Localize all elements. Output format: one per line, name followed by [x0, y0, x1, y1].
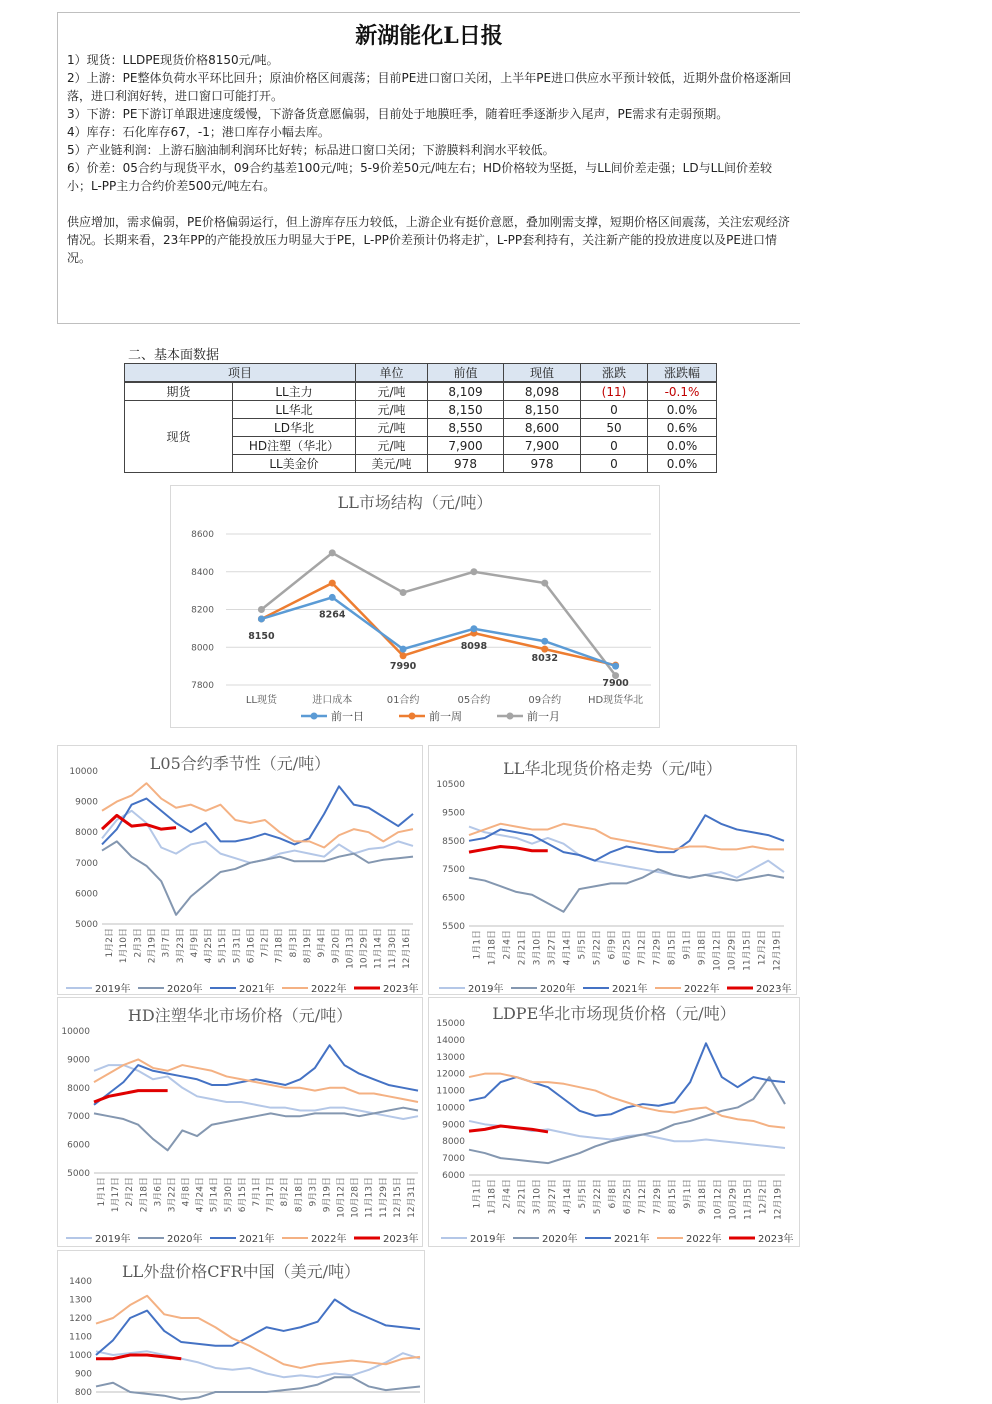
- x-tick-label: 1月17日: [111, 1177, 122, 1213]
- legend-label: 前一月: [527, 710, 560, 723]
- y-tick-label: 8400: [191, 567, 214, 578]
- x-tick-label: 01合约: [386, 695, 420, 706]
- x-tick-label: 9月1日: [683, 1179, 694, 1209]
- chart-ll-north-spot: [428, 745, 797, 995]
- y-tick-label: 7000: [442, 1154, 465, 1165]
- x-tick-label: 进口成本: [312, 695, 353, 706]
- curr-cell: 7,900: [504, 437, 581, 455]
- series-line: [469, 869, 784, 912]
- x-tick-label: HD现货华北: [587, 695, 644, 706]
- legend-label: 2023年: [758, 1234, 794, 1245]
- x-tick-label: 4月14日: [562, 1179, 573, 1215]
- x-tick-label: 10月12日: [713, 1179, 724, 1220]
- x-tick-label: 5月15日: [218, 928, 229, 964]
- x-tick-label: 7月29日: [653, 1179, 664, 1215]
- prev-cell: 978: [428, 455, 504, 473]
- section-title: 二、基本面数据: [128, 348, 220, 363]
- legend-label: 2023年: [383, 1234, 419, 1245]
- col-header-unit: 单位: [356, 364, 428, 383]
- x-tick-label: 2月19日: [147, 928, 158, 964]
- report-line-4: 4）库存：石化库存67，-1；港口库存小幅去库。: [67, 125, 330, 139]
- x-tick-label: 1月10日: [119, 928, 130, 964]
- change-cell: 50: [581, 419, 648, 437]
- x-tick-label: 11月13日: [364, 1177, 375, 1218]
- col-header-curr: 现值: [504, 364, 581, 383]
- x-tick-label: 2月4日: [502, 930, 513, 960]
- report-title: 新湖能化L日报: [355, 23, 503, 49]
- x-tick-label: 5月5日: [577, 1179, 588, 1209]
- pct-cell: 0.0%: [648, 401, 717, 419]
- x-tick-label: 6月8日: [607, 1179, 618, 1209]
- legend-label: 2021年: [614, 1234, 650, 1245]
- data-point: [470, 625, 477, 632]
- col-header-change: 涨跌: [581, 364, 648, 383]
- curr-cell: 8,600: [504, 419, 581, 437]
- x-tick-label: 09合约: [528, 695, 562, 706]
- legend-label: 2022年: [311, 984, 347, 994]
- data-point: [541, 580, 548, 587]
- x-tick-label: 10月29日: [727, 930, 738, 971]
- x-tick-label: 3月10日: [532, 1179, 543, 1215]
- x-tick-label: 8月2日: [280, 1177, 291, 1207]
- item-cell: LL华北: [233, 401, 356, 419]
- x-tick-label: 3月22日: [167, 1177, 178, 1213]
- change-cell: (11): [581, 382, 648, 401]
- item-cell: LL美金价: [233, 455, 356, 473]
- y-tick-label: 6000: [67, 1140, 90, 1151]
- x-tick-label: 05合约: [457, 695, 491, 706]
- y-tick-label: 5000: [67, 1169, 90, 1179]
- chart-l05-seasonality: [57, 745, 423, 995]
- x-tick-label: 10月12日: [712, 930, 723, 971]
- data-point: [400, 589, 407, 596]
- series-line: [96, 1377, 420, 1399]
- x-tick-label: 1月2日: [105, 928, 116, 958]
- x-tick-label: 6月16日: [246, 928, 257, 964]
- y-tick-label: 8000: [191, 643, 214, 654]
- chart-hd-injection: [57, 997, 423, 1247]
- category-cell: 期货: [125, 382, 233, 401]
- legend-label: 2020年: [542, 1234, 578, 1245]
- x-tick-label: 12月31日: [406, 1177, 417, 1218]
- x-tick-label: 7月12日: [638, 1179, 649, 1215]
- legend-label: 前一周: [429, 710, 462, 723]
- unit-cell: 元/吨: [356, 382, 428, 401]
- x-tick-label: 4月8日: [181, 1177, 192, 1207]
- y-tick-label: 6000: [442, 1171, 465, 1181]
- data-point: [541, 638, 548, 645]
- data-label: 8264: [319, 609, 346, 621]
- x-tick-label: 7月17日: [266, 1177, 277, 1213]
- x-tick-label: 2月21日: [517, 930, 528, 966]
- x-tick-label: 5月14日: [209, 1177, 220, 1213]
- x-tick-label: 7月18日: [274, 928, 285, 964]
- x-tick-label: 5月22日: [592, 930, 603, 966]
- table-header-row: [125, 364, 717, 383]
- x-tick-label: 2月2日: [125, 1177, 136, 1207]
- data-point: [258, 606, 265, 613]
- x-tick-label: 9月4日: [317, 928, 328, 958]
- chart-svg: [58, 746, 422, 994]
- y-tick-label: 7000: [75, 858, 98, 869]
- legend-label: 2019年: [470, 1234, 506, 1245]
- x-tick-label: 8月15日: [668, 1179, 679, 1215]
- y-tick-label: 1200: [69, 1314, 92, 1324]
- item-cell: HD注塑（华北）: [233, 437, 356, 455]
- x-tick-label: 10月29日: [359, 928, 370, 969]
- change-cell: 0: [581, 455, 648, 473]
- x-tick-label: 9月1日: [682, 930, 693, 960]
- x-tick-label: 8月18日: [294, 1177, 305, 1213]
- y-tick-label: 1100: [69, 1332, 92, 1343]
- x-tick-label: 4月14日: [562, 930, 573, 966]
- x-tick-label: 2月18日: [139, 1177, 150, 1213]
- y-tick-label: 12000: [436, 1069, 465, 1080]
- data-label: 7990: [389, 661, 417, 673]
- table-row: [125, 401, 717, 419]
- pct-cell: 0.6%: [648, 419, 717, 437]
- x-tick-label: LL现货: [245, 695, 277, 706]
- data-point: [541, 646, 548, 653]
- x-tick-label: 7月29日: [652, 930, 663, 966]
- legend-marker: [507, 713, 514, 720]
- chart-svg: [429, 746, 796, 994]
- chart-svg: [58, 998, 422, 1246]
- y-tick-label: 14000: [436, 1035, 465, 1046]
- chart-title: LL外盘价格CFR中国（美元/吨）: [121, 1262, 361, 1281]
- data-label: 8098: [460, 640, 488, 652]
- y-tick-label: 15000: [436, 1019, 465, 1029]
- data-point: [329, 580, 336, 587]
- x-tick-label: 11月15日: [742, 930, 753, 971]
- y-tick-label: 8500: [442, 836, 465, 847]
- x-tick-label: 10月28日: [350, 1177, 361, 1218]
- legend-label: 2020年: [540, 984, 576, 994]
- report-box: [57, 12, 800, 324]
- y-tick-label: 7500: [442, 865, 465, 876]
- x-tick-label: 3月10日: [532, 930, 543, 966]
- data-point: [612, 663, 619, 670]
- x-tick-label: 9月18日: [698, 1179, 709, 1215]
- legend-label: 2022年: [311, 1234, 347, 1245]
- x-tick-label: 10月29日: [728, 1179, 739, 1220]
- y-tick-label: 10000: [69, 767, 98, 777]
- chart-title: HD注塑华北市场价格（元/吨）: [127, 1006, 353, 1025]
- y-tick-label: 9000: [442, 1120, 465, 1131]
- data-point: [258, 615, 265, 622]
- unit-cell: 元/吨: [356, 401, 428, 419]
- x-tick-label: 4月25日: [204, 928, 215, 964]
- pct-cell: 0.0%: [648, 437, 717, 455]
- x-tick-label: 2月3日: [133, 928, 144, 958]
- unit-cell: 美元/吨: [356, 455, 428, 473]
- legend-marker: [409, 713, 416, 720]
- data-label: 7900: [602, 678, 629, 690]
- data-point: [329, 594, 336, 601]
- x-tick-label: 6月25日: [622, 930, 633, 966]
- y-tick-label: 10000: [61, 1027, 90, 1037]
- chart-title: LDPE华北市场现货价格（元/吨）: [492, 1004, 736, 1023]
- x-tick-label: 9月3日: [308, 1177, 319, 1207]
- x-tick-label: 3月27日: [547, 930, 558, 966]
- x-tick-label: 9月18日: [697, 930, 708, 966]
- fundamentals-table: [124, 363, 717, 473]
- legend-marker: [311, 713, 318, 720]
- chart-market-structure: [170, 485, 660, 728]
- x-tick-label: 12月16日: [401, 928, 412, 969]
- x-tick-label: 5月22日: [592, 1179, 603, 1215]
- data-label: 8032: [531, 653, 558, 665]
- pct-cell: -0.1%: [648, 382, 717, 401]
- x-tick-label: 8月19日: [302, 928, 313, 964]
- series-line: [261, 583, 615, 665]
- report-line-1: 1）现货：LLDPE现货价格8150元/吨。: [67, 53, 279, 67]
- series-line: [94, 1091, 168, 1102]
- y-tick-label: 13000: [436, 1052, 465, 1063]
- item-cell: LL主力: [233, 382, 356, 401]
- y-tick-label: 9000: [67, 1055, 90, 1066]
- x-tick-label: 7月12日: [637, 930, 648, 966]
- x-tick-label: 11月29日: [378, 1177, 389, 1218]
- y-tick-label: 1400: [69, 1277, 92, 1287]
- series-line: [96, 1300, 420, 1356]
- legend-label: 2021年: [239, 1234, 275, 1245]
- y-tick-label: 5500: [442, 922, 465, 932]
- chart-title: LL市场结构（元/吨）: [337, 493, 493, 512]
- data-point: [400, 646, 407, 653]
- x-tick-label: 3月7日: [161, 928, 172, 958]
- legend-label: 2019年: [95, 1234, 131, 1245]
- x-tick-label: 12月19日: [773, 1179, 784, 1220]
- x-tick-label: 3月23日: [175, 928, 186, 964]
- chart-svg: [171, 486, 659, 727]
- col-header-pct: 涨跌幅: [648, 364, 717, 383]
- x-tick-label: 1月18日: [487, 1179, 498, 1215]
- x-tick-label: 4月9日: [189, 928, 200, 958]
- y-tick-label: 10500: [436, 780, 465, 790]
- category-cell: 现货: [125, 401, 233, 473]
- report-line-6: 6）价差：05合约与现货平水，09合约基差100元/吨；5-9价差50元/吨左右；HD价格较为坚挺，与LL间价差走强；LD与LL间价差较小；L-PP主力合约价差500元/吨左右。: [67, 161, 772, 193]
- series-line: [94, 1108, 418, 1151]
- legend-label: 2023年: [756, 984, 792, 994]
- report-line-2: 2）上游：PE整体负荷水平环比回升；原油价格区间震荡；目前PE进口窗口关闭，上半年PE进口供应水平预计较低，近期外盘价格逐渐回落，进口利润好转，进口窗口可能打开。: [67, 71, 792, 103]
- series-line: [94, 1045, 418, 1105]
- y-tick-label: 9000: [75, 797, 98, 808]
- x-tick-label: 6月9日: [607, 930, 618, 960]
- x-tick-label: 9月19日: [322, 1177, 333, 1213]
- y-tick-label: 7800: [191, 681, 214, 691]
- y-tick-label: 8600: [191, 530, 214, 540]
- x-tick-label: 1月1日: [97, 1177, 108, 1207]
- x-tick-label: 11月30日: [387, 928, 398, 969]
- prev-cell: 8,550: [428, 419, 504, 437]
- x-tick-label: 5月5日: [577, 930, 588, 960]
- x-tick-label: 9月20日: [331, 928, 342, 964]
- curr-cell: 978: [504, 455, 581, 473]
- y-tick-label: 8000: [75, 828, 98, 839]
- chart-title: LL华北现货价格走势（元/吨）: [503, 759, 722, 778]
- x-tick-label: 6月15日: [237, 1177, 248, 1213]
- series-line: [469, 1074, 785, 1128]
- change-cell: 0: [581, 437, 648, 455]
- legend-label: 2019年: [95, 984, 131, 994]
- chart-ll-cfr-china: [57, 1250, 425, 1403]
- item-cell: LD华北: [233, 419, 356, 437]
- x-tick-label: 6月25日: [623, 1179, 633, 1215]
- x-tick-label: 5月30日: [223, 1177, 234, 1213]
- y-tick-label: 7000: [67, 1112, 90, 1123]
- legend-label: 2022年: [684, 984, 720, 994]
- unit-cell: 元/吨: [356, 419, 428, 437]
- y-tick-label: 8000: [442, 1137, 465, 1148]
- data-label: 8150: [248, 630, 275, 642]
- x-tick-label: 3月27日: [547, 1179, 558, 1215]
- series-line: [469, 846, 548, 852]
- x-tick-label: 4月24日: [195, 1177, 206, 1213]
- unit-cell: 元/吨: [356, 437, 428, 455]
- x-tick-label: 11月15日: [743, 1179, 754, 1220]
- series-line: [102, 786, 413, 844]
- x-tick-label: 10月13日: [345, 928, 356, 969]
- chart-svg: [58, 1251, 424, 1404]
- legend-label: 2022年: [686, 1234, 722, 1245]
- legend-label: 2021年: [612, 984, 648, 994]
- x-tick-label: 12月15日: [392, 1177, 403, 1218]
- x-tick-label: 7月2日: [260, 928, 271, 958]
- y-tick-label: 6500: [442, 893, 465, 904]
- x-tick-label: 1月18日: [487, 930, 498, 966]
- chart-title: L05合约季节性（元/吨）: [149, 754, 331, 773]
- x-tick-label: 5月31日: [232, 928, 243, 964]
- y-tick-label: 800: [74, 1388, 92, 1398]
- series-line: [469, 1126, 548, 1132]
- series-line: [102, 841, 413, 914]
- report-line-5: 5）产业链利润：上游石脑油制利润环比好转；标品进口窗口关闭；下游膜料利润水平较低。: [67, 143, 555, 157]
- data-point: [329, 549, 336, 556]
- curr-cell: 8,150: [504, 401, 581, 419]
- curr-cell: 8,098: [504, 382, 581, 401]
- prev-cell: 8,150: [428, 401, 504, 419]
- x-tick-label: 7月1日: [252, 1177, 262, 1207]
- y-tick-label: 8200: [191, 605, 214, 616]
- y-tick-label: 6000: [75, 889, 98, 900]
- y-tick-label: 11000: [436, 1086, 465, 1097]
- y-tick-label: 5000: [75, 920, 98, 930]
- x-tick-label: 1月1日: [472, 1179, 483, 1209]
- report-body: [67, 51, 793, 267]
- series-line: [469, 1121, 785, 1148]
- y-tick-label: 1000: [69, 1351, 92, 1361]
- data-point: [400, 652, 407, 659]
- report-line-3: 3）下游：PE下游订单跟进速度缓慢，下游备货意愿偏弱，目前处于地膜旺季，随着旺季逐渐步入尾声，PE需求有走弱预期。: [67, 107, 729, 121]
- series-line: [469, 827, 784, 878]
- legend-label: 2020年: [167, 1234, 203, 1245]
- x-tick-label: 11月14日: [373, 928, 384, 969]
- legend-label: 2019年: [468, 984, 504, 994]
- col-header-item: 项目: [125, 364, 356, 383]
- x-tick-label: 10月12日: [336, 1177, 347, 1218]
- change-cell: 0: [581, 401, 648, 419]
- x-tick-label: 8月15日: [667, 930, 678, 966]
- report-summary: 供应增加，需求偏弱，PE价格偏弱运行，但上游库存压力较低，上游企业有挺价意愿，叠加刚需支撑，短期价格区间震荡，关注宏观经济情况。长期来看，23年PP的产能投放压力明显大于PE，L-PP价差预计仍将走扩，L-PP套利持有，关注新产能的投放进度以及PE进口情况。: [67, 215, 790, 265]
- prev-cell: 8,109: [428, 382, 504, 401]
- x-tick-label: 12月2日: [758, 1179, 769, 1215]
- x-tick-label: 12月19日: [772, 930, 783, 971]
- y-tick-label: 9500: [442, 808, 465, 819]
- chart-svg: [429, 998, 799, 1246]
- legend-label: 2021年: [239, 984, 275, 994]
- x-tick-label: 8月3日: [288, 928, 299, 958]
- pct-cell: 0.0%: [648, 455, 717, 473]
- legend-label: 前一日: [331, 710, 364, 723]
- data-point: [470, 568, 477, 575]
- x-tick-label: 2月21日: [517, 1179, 528, 1215]
- legend-label: 2020年: [167, 984, 203, 994]
- prev-cell: 7,900: [428, 437, 504, 455]
- col-header-prev: 前值: [428, 364, 504, 383]
- series-line: [102, 783, 413, 847]
- y-tick-label: 1300: [69, 1295, 92, 1306]
- legend-label: 2023年: [383, 984, 419, 994]
- x-tick-label: 2月4日: [502, 1179, 513, 1209]
- chart-ldpe-north: [428, 997, 800, 1247]
- y-tick-label: 900: [74, 1369, 92, 1380]
- y-tick-label: 10000: [436, 1103, 465, 1114]
- x-tick-label: 3月6日: [153, 1177, 164, 1207]
- series-line: [469, 1043, 785, 1116]
- x-tick-label: 12月2日: [757, 930, 768, 966]
- y-tick-label: 8000: [67, 1083, 90, 1094]
- table-row: [125, 382, 717, 401]
- x-tick-label: 1月1日: [472, 930, 483, 960]
